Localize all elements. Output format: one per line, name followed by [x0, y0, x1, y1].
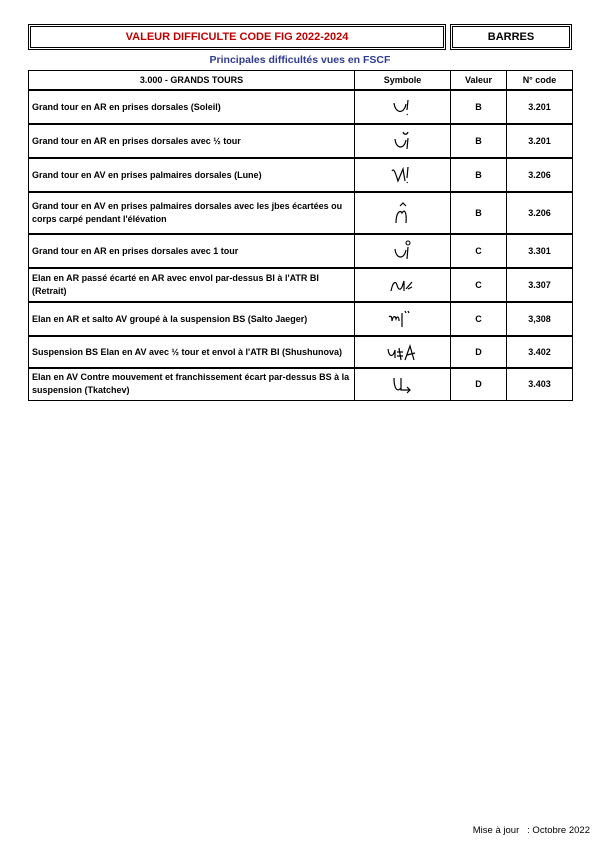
skill-name: Grand tour en AR en prises dorsales avec ½ tour — [29, 124, 355, 158]
shushunova-symbol-icon — [385, 340, 421, 364]
table-header-row — [29, 71, 573, 91]
half-turn-symbol-icon — [388, 129, 418, 153]
skills-table — [28, 70, 573, 401]
retrait-symbol-icon — [388, 273, 418, 297]
table-row — [29, 336, 573, 368]
skill-code: 3.206 — [507, 158, 573, 192]
table-row — [29, 192, 573, 234]
column-header-symbol: Symbole — [355, 71, 451, 91]
skill-name: Suspension BS Elan en AV avec ½ tour et envol à l'ATR BI (Shushunova) — [29, 336, 355, 368]
skill-name: Grand tour en AR en prises dorsales avec 1 tour — [29, 234, 355, 268]
skill-symbol — [355, 302, 451, 336]
header — [28, 24, 572, 50]
skill-symbol — [355, 268, 451, 302]
tkatchev-symbol-icon — [388, 372, 418, 396]
lune-symbol-icon — [388, 163, 418, 187]
table-row — [29, 158, 573, 192]
skill-symbol — [355, 234, 451, 268]
table-row — [29, 268, 573, 302]
table-row — [29, 124, 573, 158]
skill-value: B — [451, 124, 507, 158]
skill-code: 3.206 — [507, 192, 573, 234]
document-title: VALEUR DIFFICULTE CODE FIG 2022-2024 — [28, 24, 446, 50]
skill-code: 3,308 — [507, 302, 573, 336]
skill-code: 3.301 — [507, 234, 573, 268]
apparatus-label: BARRES — [450, 24, 572, 50]
skill-code: 3.201 — [507, 124, 573, 158]
straddle-symbol-icon — [388, 199, 418, 227]
update-date: Mise à jour : Octobre 2022 — [472, 825, 590, 836]
skill-symbol — [355, 368, 451, 400]
skill-value: B — [451, 192, 507, 234]
skill-name: Elan en AR passé écarté en AR avec envol par-dessus BI à l'ATR BI (Retrait) — [29, 268, 355, 302]
column-header-value: Valeur — [451, 71, 507, 91]
skill-code: 3.307 — [507, 268, 573, 302]
skill-value: C — [451, 234, 507, 268]
skill-symbol — [355, 336, 451, 368]
skill-code: 3.403 — [507, 368, 573, 400]
skill-name: Elan en AV Contre mouvement et franchissement écart par-dessus BS à la suspension (Tkatchev) — [29, 368, 355, 400]
section-title: 3.000 - GRANDS TOURS — [29, 71, 355, 91]
subtitle: Principales difficultés vues en FSCF — [209, 54, 391, 66]
skill-value: C — [451, 268, 507, 302]
skill-code: 3.402 — [507, 336, 573, 368]
table-row — [29, 302, 573, 336]
skill-value: B — [451, 90, 507, 124]
table-row — [29, 368, 573, 400]
skill-code: 3.201 — [507, 90, 573, 124]
skill-symbol — [355, 158, 451, 192]
skill-name: Elan en AR et salto AV groupé à la suspension BS (Salto Jaeger) — [29, 302, 355, 336]
full-turn-symbol-icon — [388, 239, 418, 263]
table-row — [29, 234, 573, 268]
soleil-symbol-icon — [388, 95, 418, 119]
skill-name: Grand tour en AV en prises palmaires dorsales avec les jbes écartées ou corps carpé pendant l'élévation — [29, 192, 355, 234]
skill-name: Grand tour en AV en prises palmaires dorsales (Lune) — [29, 158, 355, 192]
skill-value: C — [451, 302, 507, 336]
skill-symbol — [355, 124, 451, 158]
skill-value: B — [451, 158, 507, 192]
skill-symbol — [355, 90, 451, 124]
skill-name: Grand tour en AR en prises dorsales (Soleil) — [29, 90, 355, 124]
column-header-code: N° code — [507, 71, 573, 91]
skill-value: D — [451, 336, 507, 368]
jaeger-symbol-icon — [386, 307, 420, 331]
skill-value: D — [451, 368, 507, 400]
skill-symbol — [355, 192, 451, 234]
table-row — [29, 90, 573, 124]
